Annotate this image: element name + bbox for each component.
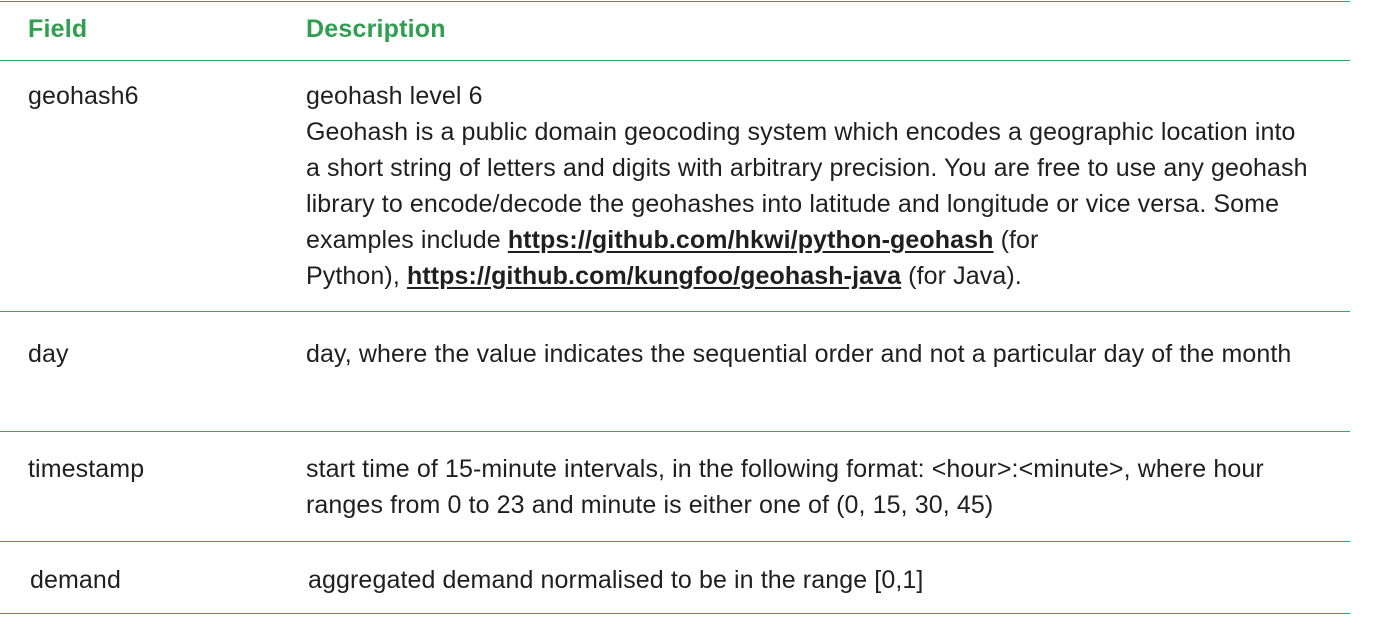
row-rule-2 bbox=[0, 431, 1350, 432]
line4-suffix: (for bbox=[993, 226, 1039, 254]
geohash-desc-line-2: a short string of letters and digits with arbitrary precision. You are free to use any geohash bbox=[306, 154, 1308, 182]
timestamp-desc-line-1: start time of 15-minute intervals, in the following format: <hour>:<minute>, where hour bbox=[306, 455, 1264, 483]
geohash-desc-line-4 bbox=[306, 222, 1376, 258]
header-rule bbox=[0, 60, 1350, 61]
header-field: Field bbox=[28, 15, 88, 43]
row-demand-field: demand bbox=[30, 566, 121, 594]
geohash-desc-line-5 bbox=[306, 258, 1376, 294]
row-day-field: day bbox=[28, 340, 69, 368]
line5-prefix: Python), bbox=[306, 262, 407, 290]
geohash-java-link[interactable]: https://github.com/kungfoo/geohash-java bbox=[406, 262, 902, 290]
row-geohash6-field: geohash6 bbox=[28, 82, 139, 110]
header-description: Description bbox=[306, 15, 446, 43]
table-top-rule bbox=[0, 1, 1350, 2]
table-bottom-rule bbox=[0, 613, 1350, 614]
python-geohash-link[interactable]: https://github.com/hkwi/python-geohash bbox=[507, 226, 994, 254]
geohash-desc-line-3: library to encode/decode the geohashes into latitude and longitude or vice versa. Some bbox=[306, 190, 1280, 218]
row-day-description: day, where the value indicates the sequential order and not a particular day of the month bbox=[306, 340, 1292, 368]
line4-prefix: examples include bbox=[306, 226, 508, 254]
row-geohash6-description bbox=[306, 78, 1376, 294]
row-rule-3 bbox=[0, 541, 1350, 542]
row-demand-description: aggregated demand normalised to be in the range [0,1] bbox=[308, 566, 924, 594]
line5-suffix: (for Java). bbox=[901, 262, 1022, 290]
geohash-title: geohash level 6 bbox=[306, 82, 483, 110]
row-timestamp-field: timestamp bbox=[28, 455, 145, 483]
timestamp-desc-line-2: ranges from 0 to 23 and minute is either one of (0, 15, 30, 45) bbox=[306, 491, 994, 519]
row-timestamp-description bbox=[306, 451, 1376, 523]
row-rule-1 bbox=[0, 311, 1350, 312]
geohash-desc-line-1: Geohash is a public domain geocoding system which encodes a geographic location into bbox=[306, 118, 1296, 146]
